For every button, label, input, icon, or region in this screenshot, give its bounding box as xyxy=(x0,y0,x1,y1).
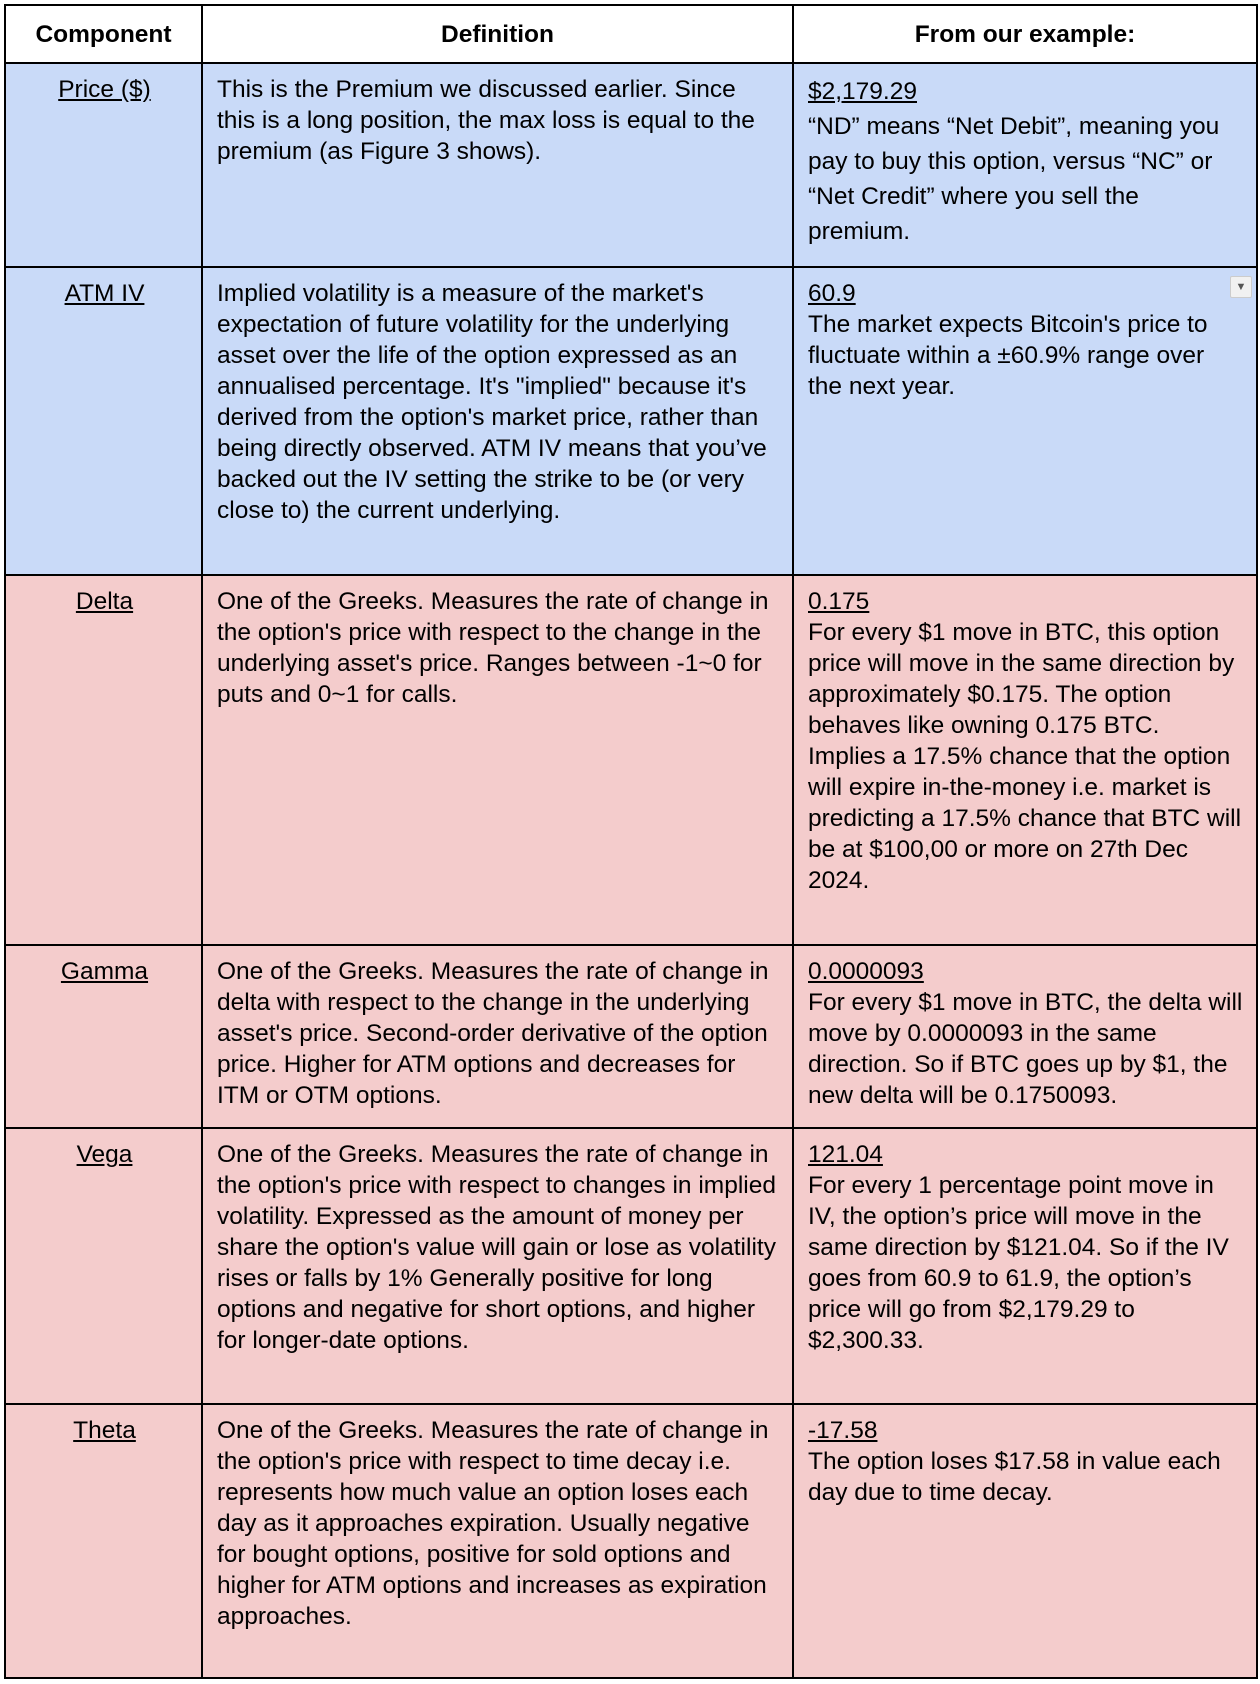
example-text: “ND” means “Net Debit”, meaning you pay to buy this option, versus “NC” or “Net Credit” where you sell the premium. xyxy=(808,113,1220,245)
example-text: The option loses $17.58 in value each day due to time decay. xyxy=(808,1448,1221,1506)
dropdown-arrow-icon[interactable]: ▼ xyxy=(1230,276,1252,298)
definition: One of the Greeks. Measures the rate of change in the option's price with respect to time decay i.e. represents how much value an option loses each day as it approaches expiration. Usually negative for bought options, positive for sold options and higher for ATM options and increases as expiration approaches. xyxy=(202,1404,793,1678)
table-row-theta xyxy=(5,1404,1257,1678)
table-row-gamma xyxy=(5,945,1257,1128)
header-definition: Definition xyxy=(202,5,793,63)
table-row-vega xyxy=(5,1128,1257,1404)
header-example: From our example: xyxy=(793,5,1257,63)
component-link[interactable]: Theta xyxy=(73,1417,136,1444)
example-value[interactable]: 121.04 xyxy=(808,1141,883,1168)
definition: One of the Greeks. Measures the rate of change in the option's price with respect to the change in the underlying asset's price. Ranges between -1~0 for puts and 0~1 for calls. xyxy=(202,575,793,945)
table-row-atm-iv xyxy=(5,267,1257,575)
greeks-table xyxy=(4,4,1258,1679)
example-text: For every $1 move in BTC, this option price will move in the same direction by approximately $0.175. The option behaves like owning 0.175 BTC. xyxy=(808,619,1235,739)
table-row-price xyxy=(5,63,1257,267)
definition: One of the Greeks. Measures the rate of change in delta with respect to the change in the underlying asset's price. Second-order derivative of the option price. Higher for ATM options and decreases for ITM or OTM options. xyxy=(202,945,793,1128)
component-link[interactable]: Delta xyxy=(75,588,134,615)
example-text: For every 1 percentage point move in IV, the option’s price will move in the same direction by $121.04. So if the IV goes from 60.9 to 61.9, the option’s price will go from $2,179.29 to $2,300.33. xyxy=(808,1172,1229,1354)
definition: One of the Greeks. Measures the rate of change in the option's price with respect to changes in implied volatility. Expressed as the amount of money per share the option's value will gain or lose as volatility rises or falls by 1% Generally positive for long options and negative for short options, and higher for longer-date options. xyxy=(202,1128,793,1404)
component-link[interactable]: Gamma xyxy=(60,958,149,985)
example-text: The market expects Bitcoin's price to fluctuate within a ±60.9% range over the next year. xyxy=(808,311,1208,400)
component-link[interactable]: ATM IV xyxy=(64,280,145,307)
component-link[interactable]: Vega xyxy=(76,1141,133,1168)
example-value[interactable]: -17.58 xyxy=(808,1417,878,1444)
example-text: For every $1 move in BTC, the delta will move by 0.0000093 in the same direction. So if BTC goes up by $1, the new delta will be 0.1750093. xyxy=(808,989,1243,1109)
definition: This is the Premium we discussed earlier. Since this is a long position, the max loss is equal to the premium (as Figure 3 shows). xyxy=(202,63,793,267)
example-text-2: Implies a 17.5% chance that the option will expire in-the-money i.e. market is predicting a 17.5% chance that BTC will be at $100,00 or more on 27th Dec 2024. xyxy=(808,743,1242,894)
header-component: Component xyxy=(5,5,202,63)
component-link[interactable]: Price ($) xyxy=(58,76,151,103)
definition: Implied volatility is a measure of the market's expectation of future volatility for the underlying asset over the life of the option expressed as an annualised percentage. It's "implied" because it's derived from the option's market price, rather than being directly observed. ATM IV means that you’ve backed out the IV setting the strike to be (or very close to) the current underlying. xyxy=(202,267,793,575)
example-value[interactable]: 0.175 xyxy=(808,588,870,615)
example-value[interactable]: 60.9 xyxy=(808,280,856,307)
header-row xyxy=(5,5,1257,63)
example-value[interactable]: $2,179.29 xyxy=(808,78,917,105)
table-row-delta xyxy=(5,575,1257,945)
example-value[interactable]: 0.0000093 xyxy=(808,958,924,985)
